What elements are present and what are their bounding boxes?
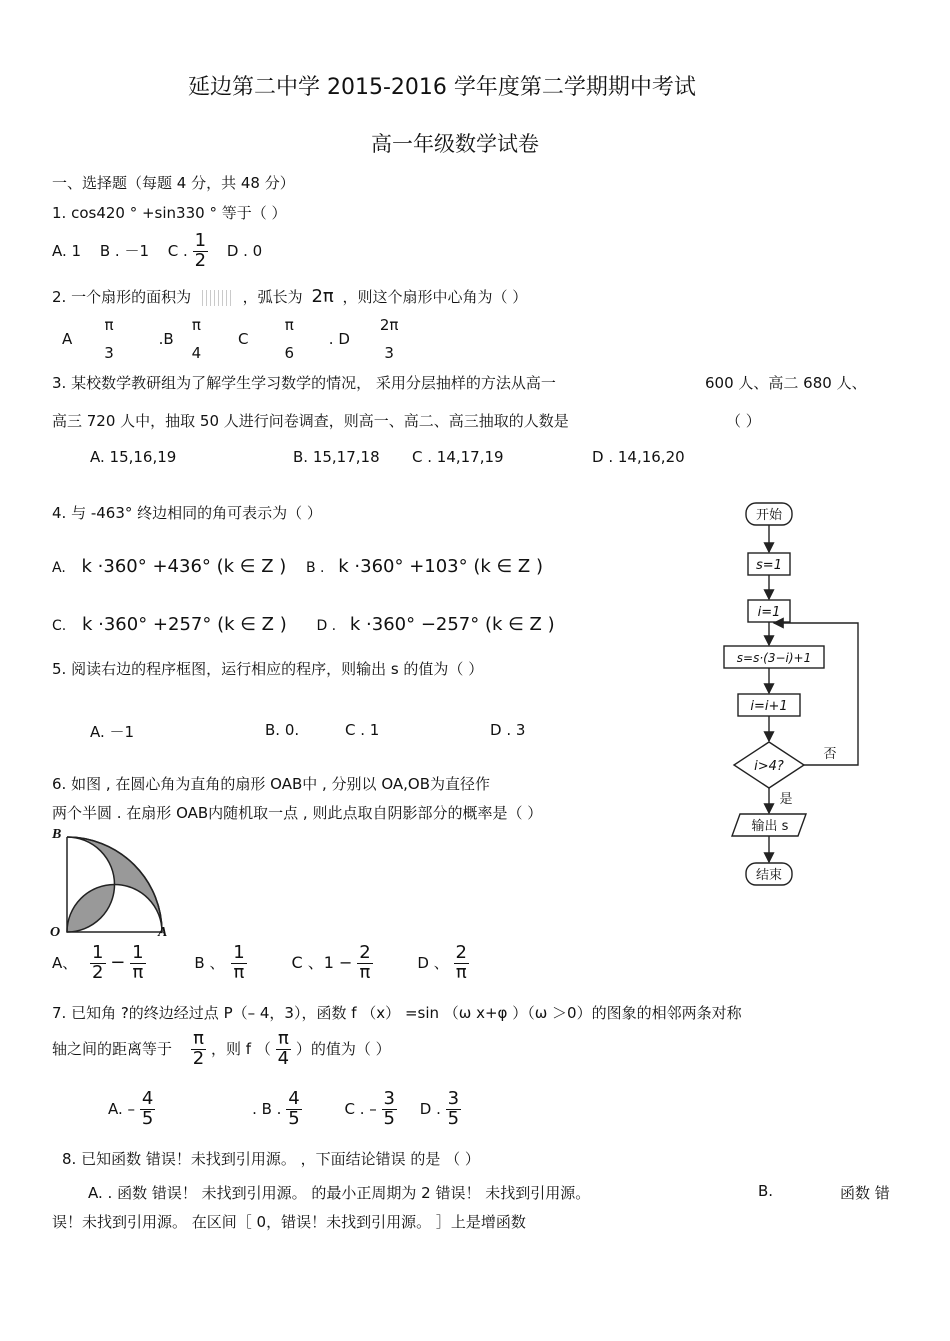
q5-option-a: A. －1 [90,723,135,741]
q7-option-a-label: A. – [108,1099,136,1118]
q8-option-b-start: 函数 错 [840,1184,890,1202]
q6-option-c-label: C 、1 − [291,952,353,972]
flow-output-text: 输出 s [751,819,789,834]
flow-update-i-text: i=i+1 [750,699,788,714]
q2-option-c: C π 6 [237,316,295,362]
q8-option-b-label: B. [758,1182,774,1200]
q6-option-a-label: A、 [52,953,78,972]
flow-no-label: 否 [823,747,837,762]
q7-options: A. – $\frac{4}{5}$ . B . $\frac{4}{5}$ C . – $\frac{3}{5}$ D . $\frac{3}{5}$ [108,1088,460,1129]
q8-stem: 8. 已知函数 错误！未找到引用源。 ，下面结论错误 的是 （ ） [62,1150,480,1168]
shaded-region-lens [67,885,115,933]
section-heading: 一、选择题（每题 4 分，共 48 分） [52,174,295,192]
exam-title: 延边第二中学 2015-2016 学年度第二学期期中考试 [188,75,696,100]
q1-option-b: B . －1 [99,241,149,260]
q3-line1: 3. 某校数学教研组为了解学生学习数学的情况， 采用分层抽样的方法从高一 [52,374,556,392]
flow-condition-text: i>4? [754,759,784,774]
flow-end-text: 结束 [755,868,783,883]
point-o-label: O [50,925,61,940]
sector-figure [48,824,173,940]
q2-option-d: . D 2π 3 [328,316,399,362]
point-b-label: B [52,827,62,842]
q6-options: A、 $\frac{1}{2}$ − $\frac{1}{\pi}$ B 、 $\frac{1}{\pi}$ C 、1 − $\frac{2}{\pi}$ D 、 $\frac{2}{\pi}$ [52,942,467,983]
q4-option-b: k ·360° +103° (k ∈ Z ) [338,556,543,577]
q7-line2: 轴之间的距离等于 $\frac{\pi}{2}$ ，则 f （ $\frac{\pi}{4}$ ）的值为（ ） [52,1028,391,1069]
q3-line1-counts: 600 人、高二 680 人、 [705,374,867,392]
q4-option-a: k ·360° +436° (k ∈ Z ) [81,556,287,577]
q6-option-b-label: B 、 [194,953,225,972]
paper-subtitle: 高一年级数学试卷 [371,132,539,156]
flow-update-s-text: s=s·(3−i)+1 [736,651,812,665]
q5-stem: 5. 阅读右边的程序框图，运行相应的程序，则输出 s 的值为（ ） [52,660,484,678]
q3-line2: 高三 720 人中，抽取 50 人进行问卷调查，则高一、高二、高三抽取的人数是 [52,412,569,430]
q4-row2: C. k ·360° +257° (k ∈ Z ) D . k ·360° −257° (k ∈ Z ) [52,614,555,635]
q4-row1: A. k ·360° +436° (k ∈ Z ) B . k ·360° +103° (k ∈ Z ) [52,556,543,577]
q6-option-d-label: D 、 [417,953,449,972]
q1-option-c-fraction: $\frac{1}{2}$ [194,230,207,271]
flow-start-text: 开始 [755,508,783,523]
q2-option-b: .B π 4 [158,316,202,362]
flow-yes-label: 是 [779,792,793,807]
q8-option-b-cont: 误！未找到引用源。 在区间［ 0，错误！未找到引用源。 ］上是增函数 [52,1213,526,1231]
q4-stem: 4. 与 -463° 终边相同的角可表示为（ ） [52,504,322,522]
q1-options [52,232,262,271]
q2-option-a: A π 3 [62,316,114,362]
q3-option-a: A. 15,16,19 [90,448,177,466]
flow-i-init-text: i=1 [757,605,781,620]
point-a-label: A [158,925,168,940]
q5-option-c: C . 1 [345,721,380,739]
q7-option-d-label: D . [419,1099,441,1118]
q1-option-d: D . 0 [226,241,263,260]
flow-s-init-text: s=1 [756,558,782,573]
q4-option-d: k ·360° −257° (k ∈ Z ) [349,614,555,635]
q4-option-c: k ·360° +257° (k ∈ Z ) [81,614,287,635]
q7-line1: 7. 已知角 ?的终边经过点 P（– 4，3），函数 f （x） =sin （ω x+φ ）（ω ＞0）的图象的相邻两条对称 [52,1004,742,1022]
q6-line1: 6. 如图 , 在圆心角为直角的扇形 OAB中 , 分别以 OA,OB为直径作 [52,775,490,793]
q3-answer-paren: （ ） [726,412,761,430]
q6-line2: 两个半圆 . 在扇形 OAB内随机取一点 , 则此点取自阴影部分的概率是（ ） [52,804,543,822]
q1-stem: 1. cos420 ° +sin330 ° 等于（ ） [52,204,287,222]
q2-stem: 2. 一个扇形的面积为 ，弧长为 2π ，则这个扇形中心角为（ ） [52,286,528,307]
q8-option-a: A. . 函数 错误！ 未找到引用源。 的最小正周期为 2 错误！ 未找到引用源。 [88,1184,591,1202]
q7-option-b-label: . B . [252,1099,282,1118]
q2-options [62,318,400,362]
q3-option-c: C . 14,17,19 [412,448,504,466]
q3-option-b: B. 15,17,18 [293,448,380,466]
area-formula-image [202,290,232,306]
q5-option-b: B. 0. [265,721,300,739]
q7-option-c-label: C . – [344,1099,377,1118]
q1-option-a: A. 1 [52,241,82,260]
q3-option-d: D . 14,16,20 [592,448,685,466]
q1-option-c: C . [167,241,188,260]
q5-option-d: D . 3 [490,721,526,739]
program-flowchart [710,495,870,895]
